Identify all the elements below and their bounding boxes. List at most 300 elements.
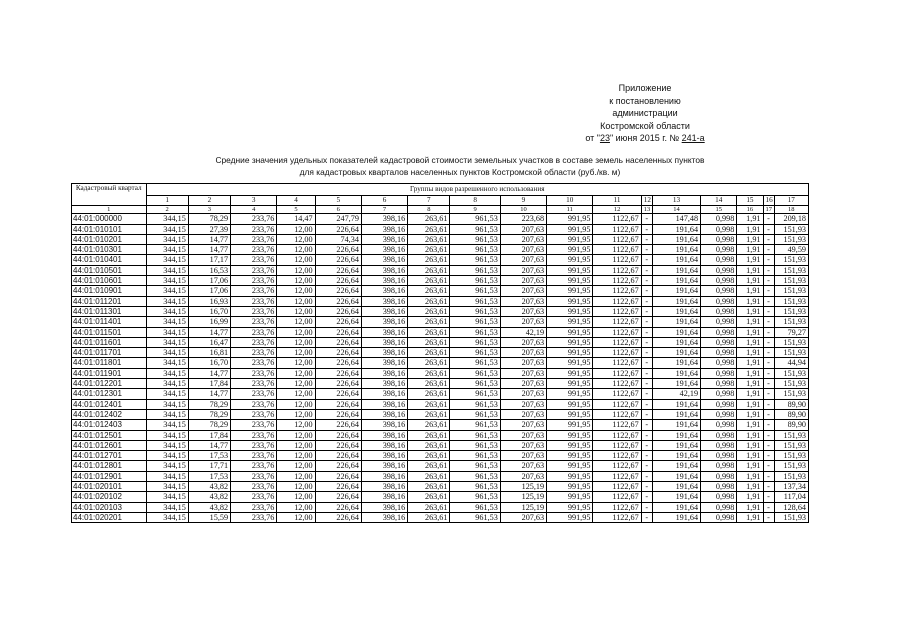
value-cell: 151,93 — [774, 265, 808, 275]
value-cell: - — [641, 327, 652, 337]
value-cell: 16,81 — [188, 348, 230, 358]
value-cell: 0,998 — [701, 255, 737, 265]
cadastral-quarter-cell: 44:01:010301 — [72, 245, 147, 255]
value-cell: 233,76 — [231, 317, 277, 327]
value-cell: 207,63 — [500, 296, 546, 306]
value-cell: 0,998 — [701, 420, 737, 430]
value-cell: 233,76 — [231, 451, 277, 461]
value-cell: 263,61 — [408, 224, 450, 234]
value-cell: 344,15 — [146, 306, 188, 316]
table-row — [72, 389, 809, 399]
value-cell: 14,77 — [188, 368, 230, 378]
column-number-header: 10 — [500, 206, 546, 214]
value-cell: 961,53 — [450, 482, 500, 492]
cadastral-quarter-cell: 44:01:010101 — [72, 224, 147, 234]
value-cell: 398,16 — [361, 214, 407, 224]
value-cell: 398,16 — [361, 286, 407, 296]
value-cell: - — [763, 482, 774, 492]
value-cell: 961,53 — [450, 512, 500, 522]
value-cell: 233,76 — [231, 358, 277, 368]
value-cell: 991,95 — [547, 440, 593, 450]
table-row — [72, 327, 809, 337]
value-cell: 1,91 — [737, 482, 763, 492]
value-cell: 233,76 — [231, 214, 277, 224]
value-cell: - — [641, 348, 652, 358]
value-cell: 1122,67 — [593, 234, 641, 244]
value-cell: 16,53 — [188, 265, 230, 275]
value-cell: 1,91 — [737, 420, 763, 430]
decree-number: 241-а — [681, 133, 705, 143]
value-cell: 0,998 — [701, 348, 737, 358]
value-cell: 207,63 — [500, 358, 546, 368]
value-cell: 17,53 — [188, 451, 230, 461]
value-cell: 191,64 — [652, 327, 700, 337]
value-cell: 344,15 — [146, 379, 188, 389]
value-cell: 233,76 — [231, 368, 277, 378]
value-cell: 1122,67 — [593, 245, 641, 255]
table-row — [72, 337, 809, 347]
value-cell: - — [763, 214, 774, 224]
value-cell: 151,93 — [774, 337, 808, 347]
value-cell: - — [763, 296, 774, 306]
value-cell: 207,63 — [500, 286, 546, 296]
value-cell: 344,15 — [146, 430, 188, 440]
cadastral-quarter-cell: 44:01:011601 — [72, 337, 147, 347]
value-cell: 0,998 — [701, 337, 737, 347]
value-cell: 191,64 — [652, 337, 700, 347]
value-cell: 1,91 — [737, 409, 763, 419]
value-cell: 151,93 — [774, 348, 808, 358]
value-cell: 233,76 — [231, 512, 277, 522]
value-cell: 0,998 — [701, 430, 737, 440]
value-cell: 398,16 — [361, 451, 407, 461]
value-cell: - — [641, 286, 652, 296]
value-cell: 233,76 — [231, 348, 277, 358]
value-cell: 207,63 — [500, 409, 546, 419]
value-cell: 12,00 — [277, 327, 315, 337]
value-cell: 1122,67 — [593, 337, 641, 347]
value-cell: 0,998 — [701, 286, 737, 296]
value-cell: 78,29 — [188, 399, 230, 409]
column-number-header: 16 — [737, 206, 763, 214]
value-cell: 961,53 — [450, 461, 500, 471]
value-cell: - — [763, 379, 774, 389]
value-cell: 191,64 — [652, 492, 700, 502]
value-cell: 191,64 — [652, 286, 700, 296]
value-cell: 226,64 — [315, 482, 361, 492]
cadastral-quarter-cell: 44:01:010401 — [72, 255, 147, 265]
value-cell: 263,61 — [408, 234, 450, 244]
value-cell: 398,16 — [361, 276, 407, 286]
value-cell: 0,998 — [701, 471, 737, 481]
value-cell: 226,64 — [315, 255, 361, 265]
value-cell: 12,00 — [277, 337, 315, 347]
value-cell: 207,63 — [500, 265, 546, 275]
value-cell: 1122,67 — [593, 492, 641, 502]
value-cell: - — [641, 317, 652, 327]
cadastral-quarter-cell: 44:01:011201 — [72, 296, 147, 306]
value-cell: 263,61 — [408, 348, 450, 358]
value-cell: 233,76 — [231, 245, 277, 255]
value-cell: 961,53 — [450, 337, 500, 347]
value-cell: 263,61 — [408, 327, 450, 337]
value-cell: 1122,67 — [593, 420, 641, 430]
value-cell: 398,16 — [361, 255, 407, 265]
value-cell: 344,15 — [146, 286, 188, 296]
value-cell: 191,64 — [652, 245, 700, 255]
value-cell: 344,15 — [146, 461, 188, 471]
value-cell: 398,16 — [361, 389, 407, 399]
value-cell: - — [763, 265, 774, 275]
group-number-header: 1 — [146, 196, 188, 206]
value-cell: 207,63 — [500, 430, 546, 440]
value-cell: 991,95 — [547, 379, 593, 389]
value-cell: 344,15 — [146, 399, 188, 409]
value-cell: - — [763, 471, 774, 481]
value-cell: - — [763, 358, 774, 368]
value-cell: 961,53 — [450, 286, 500, 296]
value-cell: - — [641, 502, 652, 512]
value-cell: 42,19 — [652, 389, 700, 399]
value-cell: 207,63 — [500, 420, 546, 430]
column-number-header: 14 — [652, 206, 700, 214]
value-cell: 226,64 — [315, 399, 361, 409]
value-cell: - — [641, 389, 652, 399]
value-cell: 191,64 — [652, 409, 700, 419]
value-cell: - — [763, 512, 774, 522]
group-number-header: 13 — [652, 196, 700, 206]
value-cell: 12,00 — [277, 389, 315, 399]
value-cell: 151,93 — [774, 234, 808, 244]
value-cell: 263,61 — [408, 399, 450, 409]
value-cell: - — [641, 368, 652, 378]
value-cell: 398,16 — [361, 492, 407, 502]
table-row — [72, 276, 809, 286]
value-cell: 991,95 — [547, 234, 593, 244]
cadastral-quarter-cell: 44:01:011701 — [72, 348, 147, 358]
value-cell: 344,15 — [146, 296, 188, 306]
value-cell: 191,64 — [652, 276, 700, 286]
value-cell: - — [641, 409, 652, 419]
value-cell: 207,63 — [500, 399, 546, 409]
cadastral-quarter-cell: 44:01:010601 — [72, 276, 147, 286]
value-cell: 128,64 — [774, 502, 808, 512]
value-cell: 151,93 — [774, 471, 808, 481]
value-cell: 12,00 — [277, 482, 315, 492]
title-line-1: Средние значения удельных показателей кадастровой стоимости земельных участков в составе земель населенных пунктов — [215, 155, 705, 165]
value-cell: 991,95 — [547, 255, 593, 265]
value-cell: 991,95 — [547, 358, 593, 368]
value-cell: 226,64 — [315, 296, 361, 306]
value-cell: 1,91 — [737, 306, 763, 316]
value-cell: 1122,67 — [593, 471, 641, 481]
value-cell: 125,19 — [500, 502, 546, 512]
value-cell: 43,82 — [188, 482, 230, 492]
value-cell: 1,91 — [737, 286, 763, 296]
value-cell: 1,91 — [737, 389, 763, 399]
value-cell: 344,15 — [146, 224, 188, 234]
value-cell: - — [763, 492, 774, 502]
value-cell: 991,95 — [547, 306, 593, 316]
value-cell: 233,76 — [231, 502, 277, 512]
value-cell: 1,91 — [737, 430, 763, 440]
value-cell: 233,76 — [231, 389, 277, 399]
value-cell: 12,00 — [277, 286, 315, 296]
value-cell: 233,76 — [231, 337, 277, 347]
value-cell: 12,00 — [277, 234, 315, 244]
value-cell: 78,29 — [188, 409, 230, 419]
value-cell: 147,48 — [652, 214, 700, 224]
value-cell: 12,00 — [277, 348, 315, 358]
value-cell: 151,93 — [774, 317, 808, 327]
value-cell: 398,16 — [361, 368, 407, 378]
value-cell: 226,64 — [315, 337, 361, 347]
value-cell: 263,61 — [408, 430, 450, 440]
value-cell: 151,93 — [774, 296, 808, 306]
value-cell: 207,63 — [500, 451, 546, 461]
value-cell: 207,63 — [500, 348, 546, 358]
value-cell: - — [763, 502, 774, 512]
value-cell: 1122,67 — [593, 286, 641, 296]
value-cell: 0,998 — [701, 276, 737, 286]
value-cell: 961,53 — [450, 420, 500, 430]
value-cell: 344,15 — [146, 451, 188, 461]
value-cell: 151,93 — [774, 368, 808, 378]
value-cell: - — [641, 379, 652, 389]
value-cell: 344,15 — [146, 420, 188, 430]
appendix-line: к постановлению — [609, 95, 681, 106]
value-cell: 398,16 — [361, 224, 407, 234]
value-cell: 0,998 — [701, 409, 737, 419]
cadastral-quarter-cell: 44:01:000000 — [72, 214, 147, 224]
value-cell: 961,53 — [450, 245, 500, 255]
column-number-header: 13 — [641, 206, 652, 214]
value-cell: 263,61 — [408, 265, 450, 275]
value-cell: 398,16 — [361, 512, 407, 522]
table-row — [72, 214, 809, 224]
value-cell: 14,77 — [188, 234, 230, 244]
value-cell: 15,59 — [188, 512, 230, 522]
value-cell: 12,00 — [277, 306, 315, 316]
value-cell: 991,95 — [547, 389, 593, 399]
cadastral-quarter-cell: 44:01:011501 — [72, 327, 147, 337]
value-cell: 226,64 — [315, 286, 361, 296]
value-cell: 233,76 — [231, 471, 277, 481]
value-cell: 12,00 — [277, 317, 315, 327]
value-cell: 12,00 — [277, 420, 315, 430]
value-cell: 191,64 — [652, 502, 700, 512]
value-cell: 233,76 — [231, 430, 277, 440]
group-number-header: 7 — [408, 196, 450, 206]
value-cell: 344,15 — [146, 255, 188, 265]
value-cell: 191,64 — [652, 265, 700, 275]
value-cell: 226,64 — [315, 492, 361, 502]
value-cell: 151,93 — [774, 389, 808, 399]
value-cell: 151,93 — [774, 512, 808, 522]
value-cell: 398,16 — [361, 265, 407, 275]
value-cell: - — [763, 327, 774, 337]
value-cell: 191,64 — [652, 451, 700, 461]
value-cell: 1,91 — [737, 214, 763, 224]
group-numbers-row — [72, 196, 809, 206]
value-cell: 0,998 — [701, 461, 737, 471]
value-cell: 1122,67 — [593, 224, 641, 234]
value-cell: 991,95 — [547, 245, 593, 255]
value-cell: 1122,67 — [593, 327, 641, 337]
value-cell: 226,64 — [315, 451, 361, 461]
value-cell: 0,998 — [701, 379, 737, 389]
value-cell: 263,61 — [408, 286, 450, 296]
value-cell: 0,998 — [701, 451, 737, 461]
value-cell: 191,64 — [652, 317, 700, 327]
value-cell: 12,00 — [277, 512, 315, 522]
value-cell: 1,91 — [737, 234, 763, 244]
table-body — [72, 214, 809, 523]
value-cell: 12,00 — [277, 255, 315, 265]
group-header: Группы видов разрешенного использования — [146, 184, 809, 196]
value-cell: 344,15 — [146, 234, 188, 244]
value-cell: 226,64 — [315, 224, 361, 234]
value-cell: 209,18 — [774, 214, 808, 224]
cadastral-quarter-cell: 44:01:020102 — [72, 492, 147, 502]
value-cell: 1122,67 — [593, 409, 641, 419]
value-cell: 16,93 — [188, 296, 230, 306]
value-cell: 17,06 — [188, 276, 230, 286]
table-row — [72, 492, 809, 502]
value-cell: 263,61 — [408, 368, 450, 378]
value-cell: 151,93 — [774, 276, 808, 286]
value-cell: 344,15 — [146, 440, 188, 450]
value-cell: 398,16 — [361, 409, 407, 419]
value-cell: 207,63 — [500, 306, 546, 316]
value-cell: 1,91 — [737, 451, 763, 461]
value-cell: - — [641, 337, 652, 347]
value-cell: 263,61 — [408, 492, 450, 502]
value-cell: 1122,67 — [593, 276, 641, 286]
cadastral-quarter-cell: 44:01:012701 — [72, 451, 147, 461]
value-cell: 398,16 — [361, 461, 407, 471]
table-row — [72, 512, 809, 522]
value-cell: - — [763, 317, 774, 327]
value-cell: 191,64 — [652, 224, 700, 234]
cadastral-quarter-cell: 44:01:011301 — [72, 306, 147, 316]
table-row — [72, 379, 809, 389]
value-cell: 12,00 — [277, 430, 315, 440]
value-cell: 43,82 — [188, 502, 230, 512]
value-cell: 1,91 — [737, 471, 763, 481]
title-line-2: для кадастровых кварталов населенных пунктов Костромской области (руб./кв. м) — [299, 166, 621, 177]
value-cell: 233,76 — [231, 234, 277, 244]
value-cell: 1122,67 — [593, 348, 641, 358]
value-cell: 344,15 — [146, 471, 188, 481]
value-cell: 263,61 — [408, 420, 450, 430]
value-cell: 226,64 — [315, 461, 361, 471]
value-cell: 961,53 — [450, 440, 500, 450]
value-cell: 17,71 — [188, 461, 230, 471]
value-cell: 344,15 — [146, 512, 188, 522]
value-cell: 0,998 — [701, 296, 737, 306]
value-cell: - — [641, 276, 652, 286]
group-number-header: 9 — [500, 196, 546, 206]
value-cell: 226,64 — [315, 348, 361, 358]
cadastral-quarter-cell: 44:01:011801 — [72, 358, 147, 368]
value-cell: 1122,67 — [593, 451, 641, 461]
value-cell: 207,63 — [500, 471, 546, 481]
value-cell: 191,64 — [652, 234, 700, 244]
value-cell: - — [641, 451, 652, 461]
value-cell: 191,64 — [652, 358, 700, 368]
date-mid: " июня 2015 г. № — [609, 133, 680, 143]
document-title — [150, 155, 770, 178]
value-cell: 991,95 — [547, 296, 593, 306]
value-cell: 191,64 — [652, 512, 700, 522]
value-cell: 961,53 — [450, 214, 500, 224]
value-cell: 0,998 — [701, 492, 737, 502]
cadastral-quarter-cell: 44:01:012501 — [72, 430, 147, 440]
value-cell: 263,61 — [408, 471, 450, 481]
value-cell: 226,64 — [315, 306, 361, 316]
cadastral-quarter-cell: 44:01:020103 — [72, 502, 147, 512]
value-cell: 1122,67 — [593, 430, 641, 440]
value-cell: 223,68 — [500, 214, 546, 224]
table-row — [72, 306, 809, 316]
value-cell: 233,76 — [231, 276, 277, 286]
value-cell: 398,16 — [361, 234, 407, 244]
value-cell: 27,39 — [188, 224, 230, 234]
value-cell: 12,00 — [277, 224, 315, 234]
appendix-date-line — [545, 132, 745, 145]
group-number-header: 6 — [361, 196, 407, 206]
cadastral-quarter-cell: 44:01:012801 — [72, 461, 147, 471]
value-cell: 991,95 — [547, 348, 593, 358]
value-cell: - — [641, 430, 652, 440]
value-cell: 344,15 — [146, 358, 188, 368]
value-cell: 344,15 — [146, 245, 188, 255]
value-cell: 233,76 — [231, 286, 277, 296]
table-row — [72, 368, 809, 378]
value-cell: 1,91 — [737, 317, 763, 327]
value-cell: - — [641, 471, 652, 481]
value-cell: 991,95 — [547, 409, 593, 419]
value-cell: 1,91 — [737, 379, 763, 389]
value-cell: 0,998 — [701, 440, 737, 450]
value-cell: 991,95 — [547, 286, 593, 296]
value-cell: 207,63 — [500, 245, 546, 255]
value-cell: 991,95 — [547, 471, 593, 481]
value-cell: 233,76 — [231, 224, 277, 234]
value-cell: 1,91 — [737, 358, 763, 368]
value-cell: 207,63 — [500, 224, 546, 234]
value-cell: - — [641, 255, 652, 265]
value-cell: 344,15 — [146, 276, 188, 286]
value-cell: - — [763, 368, 774, 378]
value-cell: 226,64 — [315, 389, 361, 399]
value-cell: 991,95 — [547, 368, 593, 378]
value-cell: 191,64 — [652, 368, 700, 378]
value-cell: 1122,67 — [593, 255, 641, 265]
value-cell: 398,16 — [361, 358, 407, 368]
value-cell: - — [763, 286, 774, 296]
value-cell: 961,53 — [450, 276, 500, 286]
value-cell: - — [763, 420, 774, 430]
value-cell: 1,91 — [737, 368, 763, 378]
value-cell: 961,53 — [450, 471, 500, 481]
value-cell: 191,64 — [652, 471, 700, 481]
value-cell: 398,16 — [361, 296, 407, 306]
value-cell: 1122,67 — [593, 399, 641, 409]
value-cell: 233,76 — [231, 265, 277, 275]
value-cell: 14,77 — [188, 389, 230, 399]
